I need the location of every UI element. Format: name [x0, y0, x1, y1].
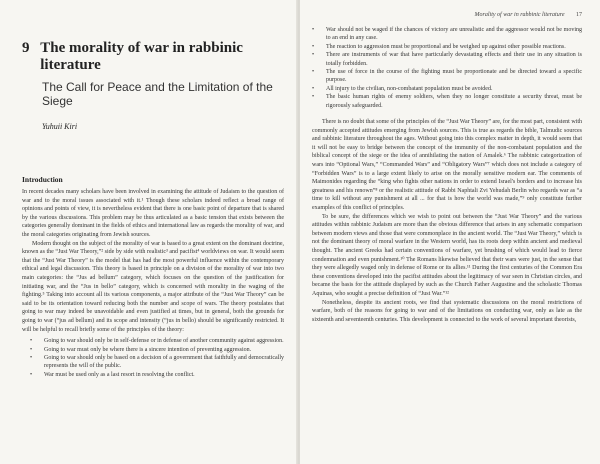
- list-item: • The basic human rights of enemy soldiers, when they no longer constitute a security threat, must be rigorously safeguarded.: [312, 93, 582, 110]
- list-item: • War must be used only as a last resort in resolving the conflict.: [30, 371, 284, 379]
- list-item: • War should not be waged if the chances of victory are unrealistic and the aggressor would not be moving to an end in any case.: [312, 26, 582, 43]
- paragraph: There is no doubt that some of the principles of the “Just War Theory” are, for the most part, consistent with commonly accepted attitudes emerging from Jewish sources. This is true as regards the bible, Talmudic sources and rabbinic literature throughout the ages. Without going into this complex matter in depth, it would seem that it will not be easy to bridge between the concept of the immunity of the non-combatant population and the biblical concept of the siege or the idea of annihilating the nation of Amalek.⁶ The rabbinic categorization of wars into “Optional Wars,” “Commanded Wars” and “Obligatory Wars”⁷ which does not include a category of “Forbidden Wars” is to a large extent likely to arise on the morally sensitive modern ear. The comments of Maimonides regarding the “king who fights other nations in order to extend Israel's borders and to increase his greatness and his renown”⁸ or the realistic attitude of Rabbi Naphtali Zvi Yehudah Berlin who regards war as “a time to kill without any punishment at all ... for that is how the world was made,”⁹ only constitute further examples of this conflict of principles.: [312, 119, 582, 211]
- chapter-subtitle: The Call for Peace and the Limitation of the Siege: [42, 80, 273, 108]
- chapter-author: Yuhuii Kiri: [42, 122, 78, 131]
- principles-list-continued: [312, 26, 582, 110]
- right-page: [300, 0, 600, 464]
- running-head: [312, 12, 582, 18]
- chapter-title: The morality of war in rabbinic literature: [40, 40, 243, 73]
- list-item: • All injury to the civilian, non-combatant population must be avoided.: [312, 85, 582, 93]
- list-item: • Going to war must only be where there is a sincere intention of preventing aggression.: [30, 346, 284, 354]
- chapter-heading: [22, 40, 284, 74]
- page-number: 17: [576, 12, 582, 18]
- principles-list: [22, 337, 284, 379]
- left-page: [0, 0, 298, 464]
- section-heading: Introduction: [22, 175, 63, 184]
- paragraph: Nonetheless, despite its ancient roots, we find that systematic discussions on the moral restrictions of warfare, both of the reasons for going to war and of the limitations on conducting war, only as late as the sixteenth and seventeenth centuries. This development is connected to the work of several important theorists,: [312, 299, 582, 323]
- running-head-title: Morality of war in rabbinic literature: [474, 12, 565, 18]
- chapter-number: 9: [22, 40, 30, 56]
- paragraph: Modern thought on the subject of the morality of war is based to a great extent on the dominant doctrine, known as the “Just War Theory,”² side by side with realistic³ and pacifist⁴ worldviews on war. It would seem that the “Just War Theory” is the model that has had the most powerful influence within the contemporary ethical and legal discussion. This theory is based in principle on a division of the morality of war into two main categories: the “Jus ad bellum” category, which focuses on the question of the justification for initiating war, and the “Jus in bello” category, which is concerned with morality in the waging of the fighting.⁵ Taking into account all its various components, a major attribute of the “Just War Theory” can be said to be its orientation toward reducing both the number and scope of wars. The theory postulates that going to war may indeed be unavoidable and even justified at times, but in general, both the grounds for going to war (“jus ad bellum) and its scope and intensity (“jus in bello) should be significantly restricted. It will be helpful to recall briefly some of the principles of the theory:: [22, 240, 284, 333]
- paragraph: In recent decades many scholars have been involved in examining the attitude of Judaism to the question of war and to the moral issues associated with it.¹ Though these scholars indeed reflect a broad range of opinions and points of view, it is nevertheless evident that there is one basic point of departure that is shared by the various discussions. This problem may be thus articulated as a basic tension that exists between the categories generally dominant in the fields of ethics and international law as regards the morality of war, and the moral categories originating from Jewish sources.: [22, 189, 284, 238]
- list-item: • The use of force in the course of the fighting must be proportionate and be directed toward a specific purpose.: [312, 68, 582, 85]
- list-item: • There are instruments of war that have particularly devastating effects and their use in any situation is totally forbidden.: [312, 51, 582, 68]
- paragraph: To be sure, the differences which we wish to point out between the “Just War Theory” and the various attitudes within rabbinic Judaism are more than the obvious difference that arises in any schematic comparison between modern views and those that were commonplace in the ancient world. The “Just War Theory,” which is not the dominant theory of moral warfare in the Western world, has its roots deep within ancient and medieval thought. The ancient Greeks had certain conventions of warfare, yet brushing of which would lead to fierce condemnation and even punishment.¹⁰ The Romans likewise believed that their wars were just, in the sense that they were allegedly waged only in defense of Rome or its allies.¹¹ During the first centuries of the Common Era these conventions developed into the pacifist attitudes about the legitimacy of war seen in Christian circles, and became the basis for the attitude displayed by such as the Church Father Augustine and the scholastic Thomas Aquinas, who sought a precise definition of “Just War.”¹²: [312, 213, 582, 297]
- list-item: • Going to war should only be in self-defense or in defense of another community against aggression.: [30, 337, 284, 345]
- list-item: • Going to war should only be based on a decision of a government that faithfully and democratically represents the will of the public.: [30, 354, 284, 371]
- list-item: • The reaction to aggression must be proportional and be weighed up against other possible reactions.: [312, 43, 582, 51]
